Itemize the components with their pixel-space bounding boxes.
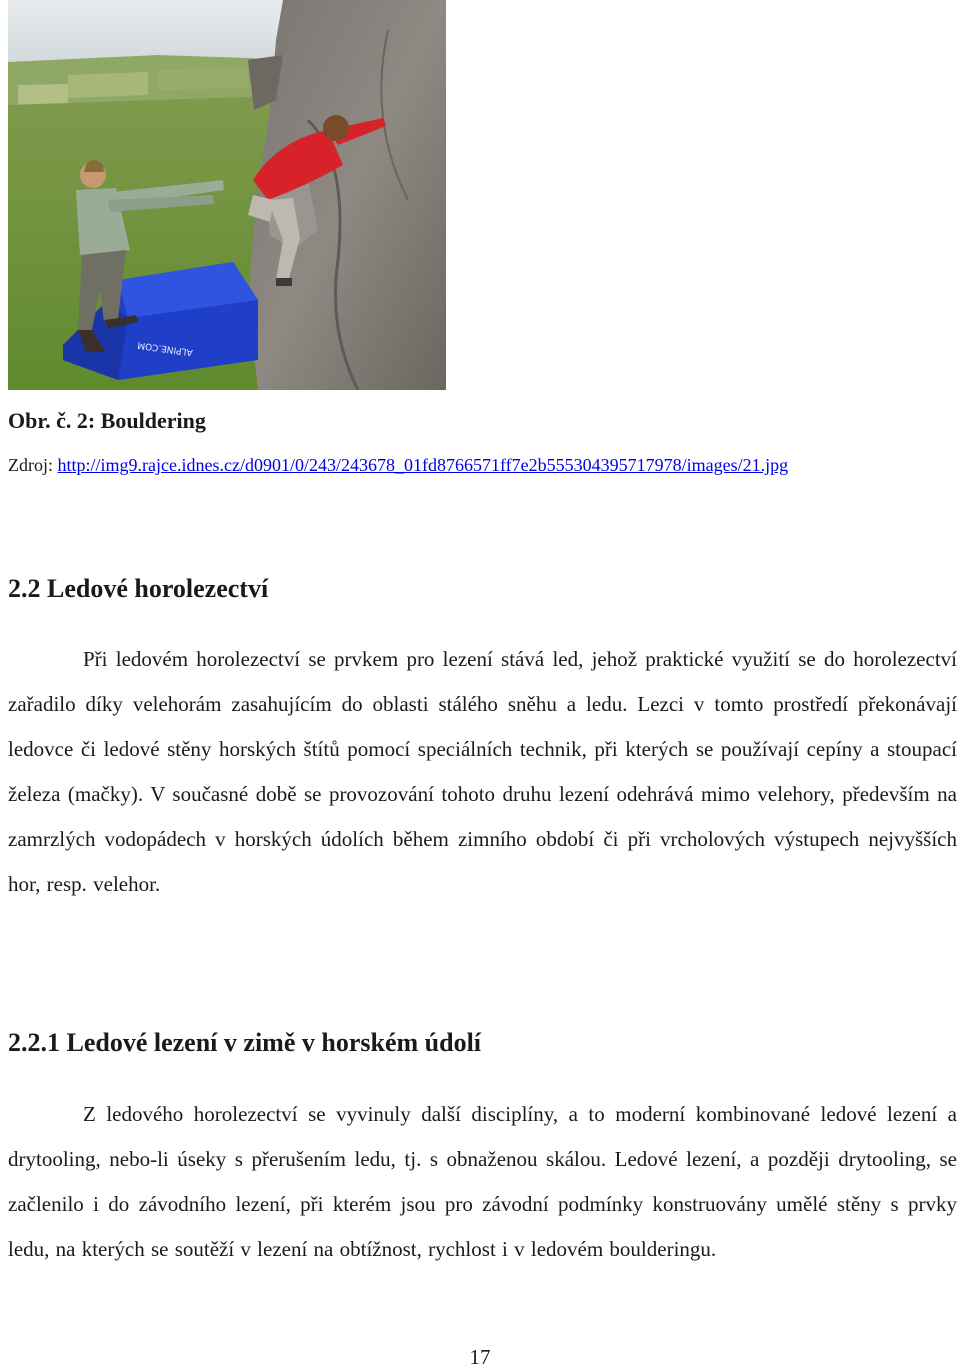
- climber-head: [323, 115, 349, 141]
- source-label: Zdroj:: [8, 455, 58, 475]
- section-heading-ledove-horolezectvi: 2.2 Ledové horolezectví: [8, 574, 269, 603]
- source-link[interactable]: http://img9.rajce.idnes.cz/d0901/0/243/243678_01fd8766571ff7e2b555304395717978/images/21.jpg: [57, 455, 789, 475]
- crash-pad-label: ALPINE.COM: [136, 339, 194, 357]
- figure-source: [8, 455, 788, 476]
- figure-caption: Obr. č. 2: Bouldering: [8, 408, 206, 433]
- section-paragraph-ledove-horolezectvi: Při ledovém horolezectví se prvkem pro lezení stává led, jehož praktické využití se do horolezectví zařadilo díky velehorám zasahujícím do oblasti stálého sněhu a ledu. Lezci v tomto prostředí překonávají ledovce či ledové stěny horských štítů pomocí speciálních technik, při kterých se používají cepíny a stoupací železa (mačky). V současné době se provozování tohoto druhu lezení odehrává mimo velehory, především na zamrzlých vodopádech v horských údolích během zimního období či při vrcholových výstupech nejvyšších hor, resp. velehor.: [8, 647, 957, 896]
- bouldering-photo-illustration: [8, 0, 446, 390]
- subsection-paragraph-ledove-lezeni: Z ledového horolezectví se vyvinuly další disciplíny, a to moderní kombinované ledové lezení a drytooling, nebo-li úseky s přerušením ledu, tj. s obnaženou skálou. Ledové lezení, a později drytooling, se začlenilo i do závodního lezení, při kterém jsou pro závodní podmínky konstruovány umělé stěny s prvky ledu, na kterých se soutěží v lezení na obtížnost, rychlost i v ledovém boulderingu.: [8, 1102, 957, 1261]
- subsection-heading-ledove-lezeni: 2.2.1 Ledové lezení v zimě v horském údolí: [8, 1028, 482, 1057]
- page-number: 17: [469, 1345, 491, 1369]
- bouldering-photo: [8, 0, 446, 390]
